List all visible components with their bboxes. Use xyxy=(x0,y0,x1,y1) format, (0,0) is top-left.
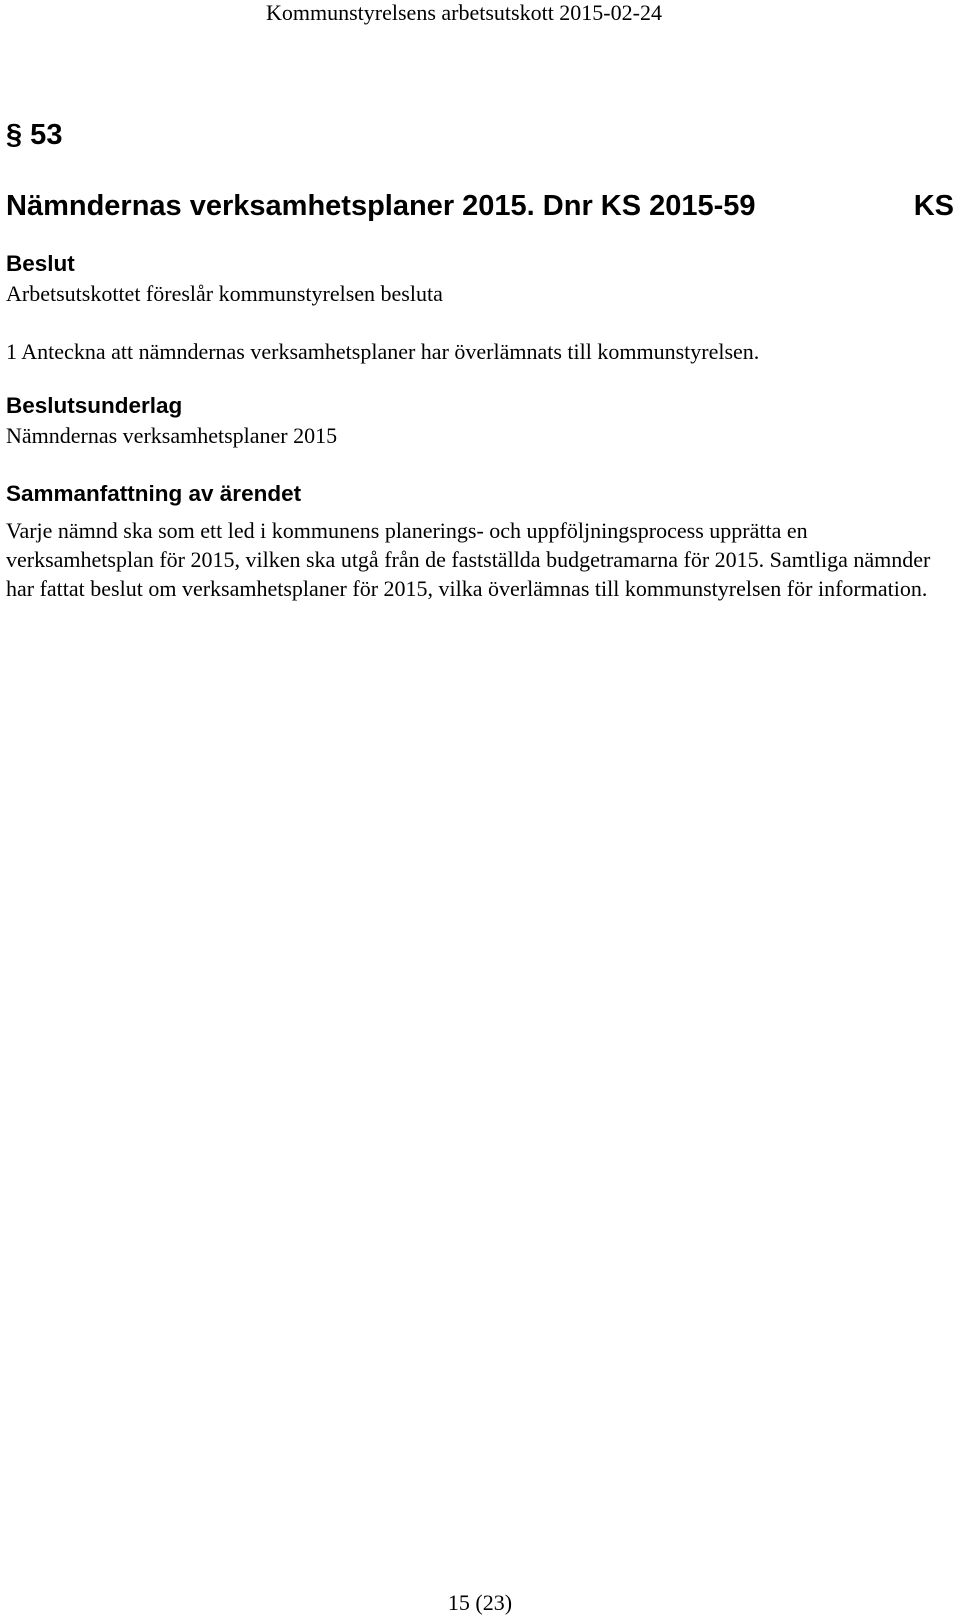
beslut-heading: Beslut xyxy=(6,251,75,276)
beslut-item: 1 Anteckna att nämndernas verksamhetsplaner har överlämnats till kommunstyrelsen. xyxy=(6,339,760,364)
beslutsunderlag-text: Nämndernas verksamhetsplaner 2015 xyxy=(6,423,338,448)
sammanfattning-text: Varje nämnd ska som ett led i kommunens planerings- och uppföljningsprocess upprätta en verksamhetsplan för 2015, vilken ska utgå från de fastställda budgetramarna för 2015. Samtliga nämnder har fattat beslut om verksamhetsplaner för 2015, vilka överlämnas till kommunstyrelsen för information. xyxy=(6,518,931,601)
sammanfattning-heading: Sammanfattning av ärendet xyxy=(6,481,302,506)
beslut-intro: Arbetsutskottet föreslår kommunstyrelsen besluta xyxy=(6,281,443,306)
paragraph-title: Nämndernas verksamhetsplaner 2015. Dnr KS 2015-59 xyxy=(6,190,756,222)
page-number: 15 (23) xyxy=(447,1590,513,1615)
recipient-label: KS xyxy=(913,190,954,222)
title-row xyxy=(6,188,954,228)
beslutsunderlag-heading: Beslutsunderlag xyxy=(6,393,183,418)
page-header: Kommunstyrelsens arbetsutskott 2015-02-24 xyxy=(266,0,662,25)
paragraph-number: § 53 xyxy=(6,119,63,151)
